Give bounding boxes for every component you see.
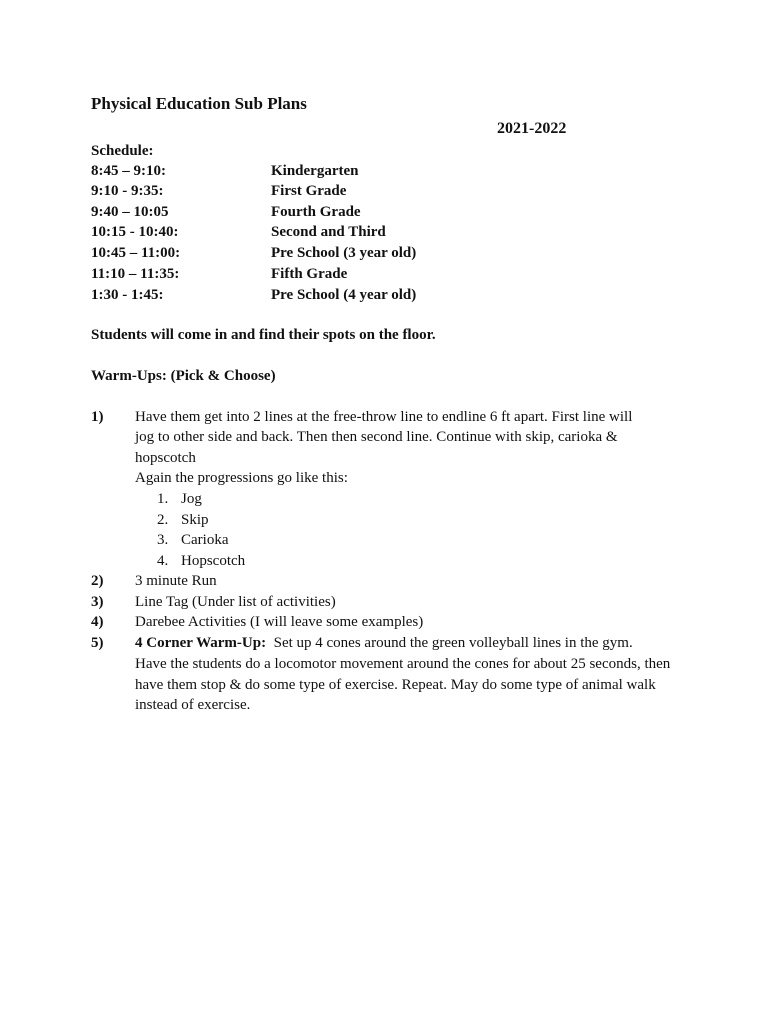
progression-label: Hopscotch <box>181 553 246 569</box>
progression-label: Jog <box>181 491 202 507</box>
progression-number: 2. <box>157 512 169 528</box>
warmup-number: 2) <box>91 573 104 589</box>
schedule-time: 9:10 - 9:35: <box>91 183 164 199</box>
school-year: 2021-2022 <box>497 120 567 137</box>
warmup-text-line: jog to other side and back. Then then second line. Continue with skip, carioka & <box>135 429 618 445</box>
warmup-bold-lead: 4 Corner Warm-Up: <box>135 635 267 651</box>
schedule-group: Kindergarten <box>271 163 359 179</box>
schedule-group: First Grade <box>271 183 347 199</box>
progression-number: 1. <box>157 491 169 507</box>
warmup-text-line: have them stop & do some type of exercise. Repeat. May do some type of animal walk <box>135 677 656 693</box>
warmup-text: Line Tag (Under list of activities) <box>135 594 336 610</box>
progression-number: 3. <box>157 532 169 548</box>
schedule-time: 8:45 – 9:10: <box>91 163 166 179</box>
warmup-number: 5) <box>91 635 104 651</box>
warmup-number: 1) <box>91 409 104 425</box>
warmup-text-line <box>135 633 633 653</box>
schedule-group: Fifth Grade <box>271 266 348 282</box>
warmup-text-line: instead of exercise. <box>135 697 251 713</box>
schedule-time: 10:45 – 11:00: <box>91 245 181 261</box>
warmup-text-line: Have them get into 2 lines at the free-throw line to endline 6 ft apart. First line will <box>135 409 633 425</box>
schedule-time: 10:15 - 10:40: <box>91 224 179 240</box>
warmup-text-line: Have the students do a locomotor movement around the cones for about 25 seconds, then <box>135 656 671 672</box>
warmups-heading: Warm-Ups: (Pick & Choose) <box>91 368 276 384</box>
warmup-text-rest: Set up 4 cones around the green volleyball lines in the gym. <box>266 635 633 651</box>
warmup-text: 3 minute Run <box>135 573 217 589</box>
schedule-group: Second and Third <box>271 224 386 240</box>
schedule-group: Fourth Grade <box>271 204 361 220</box>
schedule-time: 11:10 – 11:35: <box>91 266 180 282</box>
progression-label: Skip <box>181 512 209 528</box>
progression-number: 4. <box>157 553 169 569</box>
schedule-heading: Schedule: <box>91 143 154 159</box>
progression-label: Carioka <box>181 532 229 548</box>
document-title: Physical Education Sub Plans <box>91 94 307 113</box>
warmup-text-line: Again the progressions go like this: <box>135 470 348 486</box>
warmup-text: Darebee Activities (I will leave some examples) <box>135 614 424 630</box>
arrival-note: Students will come in and find their spots on the floor. <box>91 327 436 343</box>
schedule-group: Pre School (4 year old) <box>271 287 417 303</box>
schedule-time: 1:30 - 1:45: <box>91 287 164 303</box>
schedule-group: Pre School (3 year old) <box>271 245 417 261</box>
warmup-text-line: hopscotch <box>135 450 196 466</box>
warmup-number: 3) <box>91 594 104 610</box>
schedule-time: 9:40 – 10:05 <box>91 204 169 220</box>
warmup-number: 4) <box>91 614 104 630</box>
